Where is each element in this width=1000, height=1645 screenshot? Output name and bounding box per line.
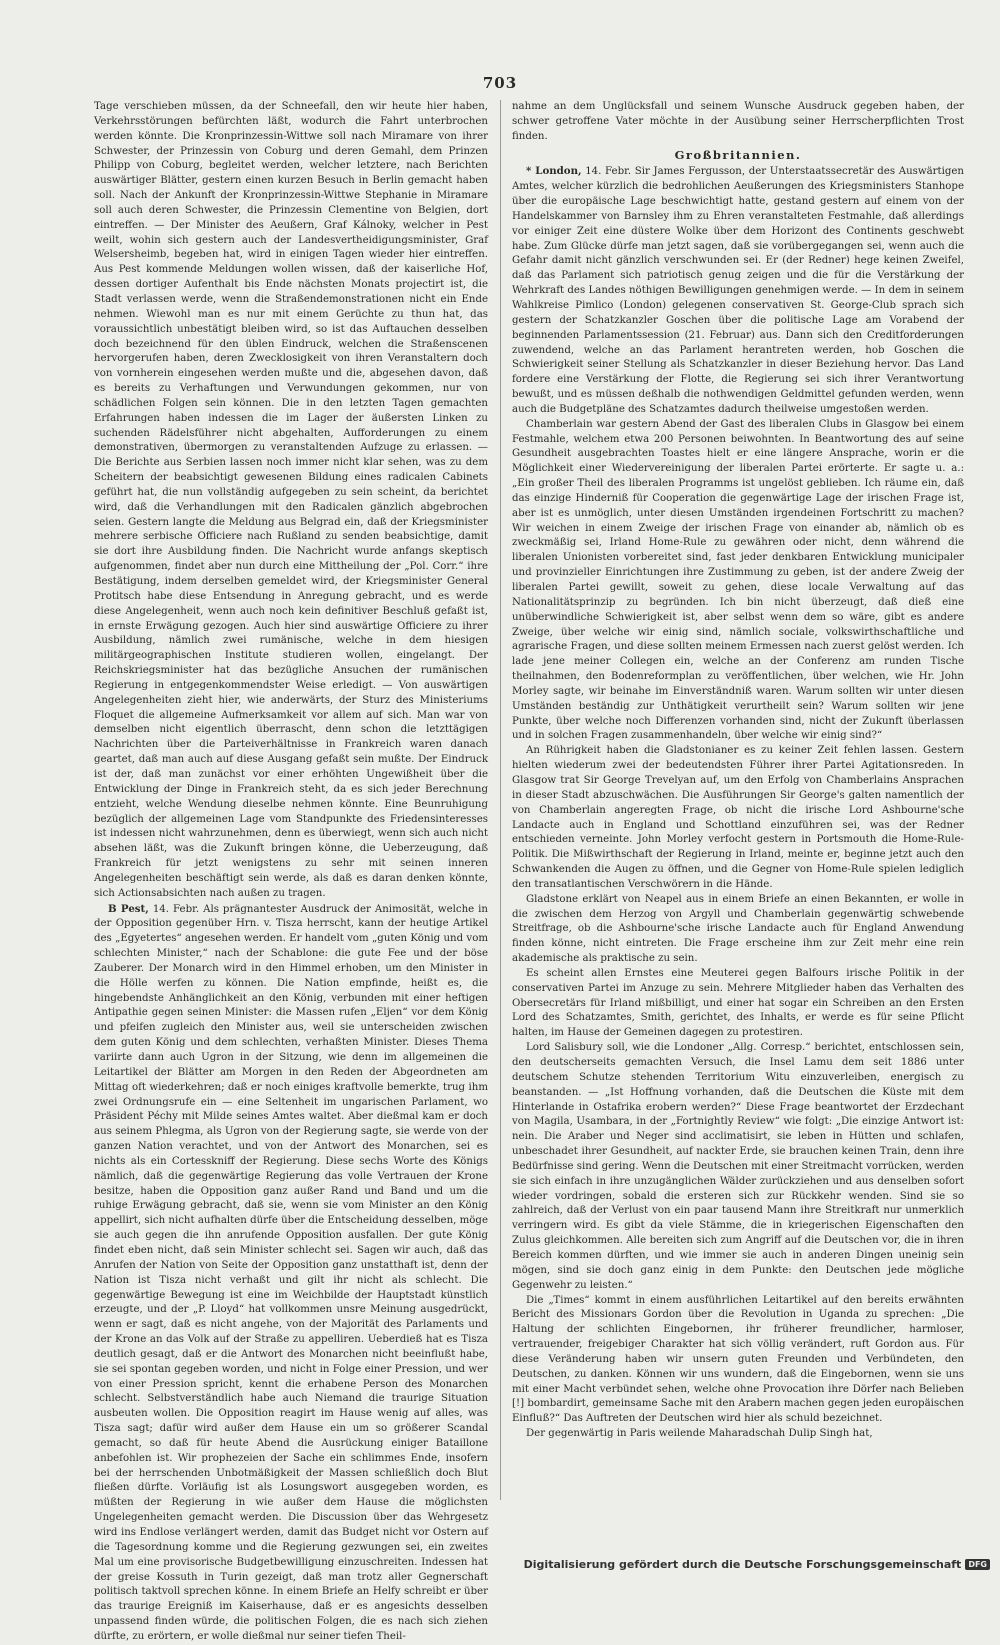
article-paragraph: nahme an dem Unglücksfall und seinem Wunsche Ausdruck gegeben haben, der schwer getroffene Vater möchte in der Ausübung seiner Herrscherpflichten Trost finden. <box>512 101 964 142</box>
column-divider <box>500 100 501 1500</box>
article-paragraph: Gladstone erklärt von Neapel aus in einem Briefe an einen Bekannten, er wolle in die zwischen dem Herzog von Argyll und Chamberlain gegenwärtig schwebende Streitfrage, ob die Ashbourne'sche irische Landacte auch für England Anwendung finden könne, nicht eintreten. Die Frage erscheine ihm zur Zeit mehr eine rein akademische als praktische zu sein. <box>512 893 964 965</box>
right-column <box>512 100 964 1500</box>
article-paragraph: Es scheint allen Ernstes eine Meuterei gegen Balfours irische Politik in der conservativen Partei im Anzuge zu sein. Mehrere Mitglieder haben das Verhalten des Obersecretärs für Irland mißbilligt, und einer hat sogar ein Schreiben an den Ersten Lord des Schatzamtes, Smith, gerichtet, des Inhalts, er werde es für seine Pflicht halten, im Hause der Gemeinen dagegen zu protestiren. <box>512 967 964 1039</box>
article-paragraph: An Rührigkeit haben die Gladstonianer es zu keiner Zeit fehlen lassen. Gestern hielten wiederum zwei der bedeutendsten Führer ihrer Partei Agitationsreden. In Glasgow trat Sir George Trevelyan auf, um den Erfolg von Chamberlains Ansprachen in dieser Stadt abzuschwächen. Die Ausführungen Sir George's galten namentlich der von Chamberlain angeregten Frage, ob nicht die irische Lord Ashbourne'sche Landacte auch in England und Schottland einzuführen sei, was der Redner entschieden verneinte. John Morley verfocht gestern in Portsmouth die Home-Rule-Politik. Die Mißwirthschaft der Regierung in Irland, meinte er, beginne jetzt auch den Schwankenden die Augen zu öffnen, und die Gegner von Home-Rule spielen lediglich den transatlantischen Verschwörern in die Hände. <box>512 745 964 890</box>
article-paragraph: Der gegenwärtig in Paris weilende Maharadschah Dulip Singh hat, <box>526 1428 873 1440</box>
dfg-logo-icon: DFG <box>965 1559 990 1570</box>
article-paragraph: Die „Times“ kommt in einem ausführlichen Leitartikel auf den bereits erwähnten Bericht des Missionars Gordon über die Revolution in Uganda zu sprechen: „Die Haltung der schlichten Eingebornen, ihr früherer freundlicher, harmloser, vertrauender, freigebiger Charakter hat sich völlig verändert, ruft Gordon aus. Für diese Veränderung haben wir unsern guten Freunden und Verbündeten, den Deutschen, zu danken. Können wir uns wundern, daß die Eingebornen, wenn sie uns mit einer Macht verbündet sehen, welche ohne Provocation ihre Dörfer nach Belieben [!] bombardirt, gemeinsame Sache mit den Arabern machen gegen jeden europäischen Einfluß?“ Das Auftreten der Deutschen wird hier als schuld bezeichnet. <box>512 1294 964 1425</box>
dateline: B Pest, <box>108 902 149 915</box>
left-column <box>94 100 488 1642</box>
footer-text: Digitalisierung gefördert durch die Deutsche Forschungsgemeinschaft <box>523 1558 962 1571</box>
article-paragraph: Chamberlain war gestern Abend der Gast des liberalen Clubs in Glasgow bei einem Festmahle, welchem etwa 200 Personen beiwohnten. In Beantwortung des auf seine Gesundheit ausgebrachten Toastes hielt er eine längere Ansprache, worin er die Möglichkeit einer Wiedervereinigung der liberalen Partei erörterte. Er sagte u. a.: „Ein großer Theil des liberalen Programms ist ungelöst geblieben. Ich räume ein, daß das einzige Hinderniß für Cooperation die gegenwärtige Lage der irischen Frage ist, aber ist es unmöglich, unter diesen Umständen irgendeinen Fortschritt zu machen? Wir weichen in einem Zweige der irischen Frage von einander ab, nämlich ob es zweckmäßig sei, Irland Home-Rule zu gewähren oder nicht, denn während die liberalen Unionisten vorbereitet sind, fast jeder denkbaren Entwicklung municipaler und provinzieller Einrichtungen ihre Zustimmung zu geben, ist der andere Zweig der liberalen Partei gewillt, soweit zu gehen, diese locale Verwaltung auf das Nationalitätsprinzip zu begründen. Ich bin nicht überzeugt, daß dieß eine unüberwindliche Schwierigkeit ist, aber selbst wenn dem so wäre, gibt es andere Zweige, über welche wir einig sind, nämlich sociale, volkswirthschaftliche und agrarische Fragen, und diese sollten meinem Ermessen nach zuerst gelöst werden. Ich lade jene meiner Collegen ein, welche an der Conferenz am runden Tische theilnahmen, den Bodenreformplan zu veröffentlichen, über welchen, wie Hr. John Morley sagte, wir beinahe im Einverständniß waren. Warum sollten wir unter diesen Umständen beständig zur Unthätigkeit verurtheilt sein? Warum sollten wir jene Punkte, über welche noch Differenzen vorhanden sind, nicht der Zukunft überlassen und in solchen Fragen zusammenhandeln, über welche wir einig sind?“ <box>512 418 964 742</box>
article-text: 14. Febr. Sir James Fergusson, der Unterstaatssecretär des Auswärtigen Amtes, welcher kürzlich die bedrohlichen Aeußerungen des Kriegsministers Stanhope über die europäische Lage beschwichtigt hatte, gestand gestern auf einem von der Handelskammer von Barnsley ihm zu Ehren veranstalteten Festmahle, daß allerdings vor einiger Zeit eine düstere Wolke über dem Horizont des Continents geschwebt habe. Zum Glücke dürfe man jetzt sagen, daß sie vorübergegangen sei, wenn auch die Gefahr damit nicht gänzlich verschwunden sei. Er (der Redner) hege keinen Zweifel, daß das Parlament sich patriotisch genug zeigen und die für die Verstärkung der Wehrkraft des Landes nöthigen Bewilligungen genehmigen werde. — In dem in seinem Wahlkreise Pimlico (London) gelegenen conservativen St. George-Club sprach sich gestern der Schatzkanzler Goschen über die politische Lage am Vorabend der beginnenden Parlamentssession (21. Februar) aus. Dann sich den Creditforderungen zuwendend, welche an das Parlament herantreten werden, hob Goschen die Schwierigkeit seiner Stellung als Schatzkanzler in dieser Beziehung hervor. Das Land fordere eine Verstärkung der Flotte, die Regierung sei sich ihrer Verantwortung bewußt, und es müssen deßhalb die nothwendigen Geldmittel gefunden werden, wenn auch die Budgetpläne des Schatzamtes dadurch theilweise umgestoßen werden. <box>512 166 964 415</box>
article-paragraph: Tage verschieben müssen, da der Schneefall, den wir heute hier haben, Verkehrsstörungen befürchten läßt, wodurch die Fahrt unterbrochen werden könnte. Die Kronprinzessin-Wittwe soll nach Miramare von ihrer Schwester, der Prinzessin von Coburg und deren Gemahl, dem Prinzen Philipp von Coburg, begleitet werden, welcher letztere, nach Berichten auswärtiger Blätter, gestern einen kurzen Besuch in Berlin gemacht haben soll. Nach der Ankunft der Kronprinzessin-Wittwe Stephanie in Miramare soll auch deren Schwester, die Prinzessin Clementine von Belgien, dort eintreffen. — Der Minister des Aeußern, Graf Kálnoky, welcher in Pest weilt, wohin sich gestern auch der Landesvertheidigungsminister, Graf Welsersheimb, begeben hat, wird in einigen Tagen wieder hier eintreffen. Aus Pest kommende Meldungen wollen wissen, daß der kaiserliche Hof, dessen dortiger Aufenthalt bis Ende nächsten Monats projectirt ist, die Stadt verlassen werde, wenn die Straßendemonstrationen nicht ein Ende nehmen. Wiewohl man es nur mit einem Gerüchte zu thun hat, das voraussichtlich unbestätigt bleiben wird, so ist das Auftauchen desselben doch bezeichnend für den üblen Eindruck, welchen die Straßenscenen hervorgerufen haben, deren Zwecklosigkeit von ihren Veranstaltern doch von vornherein eingesehen werden mußte und die, abgesehen davon, daß es bereits zu Verhaftungen und Verwundungen gekommen, nur von schädlichen Folgen sein können. Die in den letzten Tagen gemachten Erfahrungen haben indessen die im Lager der äußersten Linken zu suchenden Rädelsführer nicht abgehalten, Aufforderungen zu einem demonstrativen, übermorgen zu veranstaltenden Aufzuge zu erlassen. — Die Berichte aus Serbien lassen noch immer nicht klar sehen, was zu dem Scheitern der beabsichtigt gewesenen Bildung eines radicalen Cabinets geführt hat, die nun vollständig aufgegeben zu sein scheint, da berichtet wird, daß die Verhandlungen mit den Radicalen gänzlich abgebrochen seien. Gestern langte die Meldung aus Belgrad ein, daß der Kriegsminister mehrere serbische Officiere nach Rußland zu senden beabsichtige, damit sie dort ihre Ausbildung finden. Die Nachricht wurde anfangs skeptisch aufgenommen, findet aber nun durch eine Mittheilung der „Pol. Corr.“ ihre Bestätigung, indem derselben gemeldet wird, der Kriegsminister General Protitsch habe diese Entsendung in Anregung gebracht, und es werde diese Angelegenheit, wenn auch noch kein definitiver Beschluß gefaßt ist, in ernste Erwägung gezogen. Auch hier sind auswärtige Officiere zu ihrer Ausbildung, nämlich zwei rumänische, welche in dem hiesigen militärgeographischen Institute studieren wollen, eingelangt. Der Reichskriegsminister hat das bezügliche Ansuchen der rumänischen Regierung in entgegenkommendster Weise erledigt. — Von auswärtigen Angelegenheiten zieht hier, wie anderwärts, der Sturz des Ministeriums Floquet die allgemeine Aufmerksamkeit vor allem auf sich. Man war von demselben nicht eigentlich überrascht, denn schon die letzttägigen Nachrichten über die Parteiverhältnisse in Frankreich waren danach geartet, daß man auch auf diese Ausgang gefaßt sein mußte. Der Eindruck ist der, daß man zunächst vor einer erhöhten Ungewißheit über die Entwicklung der Dinge in Frankreich steht, da es sich jeder Berechnung entzieht, welche Wendung dieselbe nehmen könnte. Eine Beunruhigung bezüglich der allgemeinen Lage vom Standpunkte des Friedensinteresses ist indessen nicht wahrzunehmen, denn es überwiegt, wenn sich auch nicht absehen läßt, was die Zukunft bringen könne, die Ueberzeugung, daß Frankreich für jetzt wenigstens zu sehr mit seinen inneren Angelegenheiten beschäftigt sein werde, als daß es daran denken könnte, sich Actionsabsichten nach außen zu tragen. <box>94 101 488 899</box>
footer <box>524 1558 990 1571</box>
article-text: 14. Febr. Als prägnantester Ausdruck der Animosität, welche in der Opposition gegenüber Hrn. v. Tisza herrscht, kann der heutige Artikel des „Egyetertes“ angesehen werden. Er handelt vom „guten König und vom schlechten Minister,“ nach der Schablone: die gute Fee und der böse Zauberer. Der Monarch wird in den Himmel erhoben, um den Minister in die Hölle werfen zu können. Die Nation empfinde, heißt es, die hingebendste Anhänglichkeit an den König, verbunden mit einer heftigen Antipathie gegen seinen Minister: die Massen rufen „Eljen“ vor dem König und pfeifen zugleich den Minister aus, weil sie unterscheiden zwischen dem guten König und dem schlechten, verhaßten Minister. Dieses Thema variirte dann auch Ugron in der Sitzung, wie denn im allgemeinen die Leitartikel der Blätter am Morgen in den Reden der Abgeordneten am Mittag oft wiederkehren; daß er noch einiges kraftvolle bemerkte, trug ihm zwei Ordnungsrufe ein — eine Seltenheit im ungarischen Parlament, wo Präsident Péchy mit Milde seines Amtes waltet. Aber dießmal kam er doch aus seinem Phlegma, als Ugron von der Regierung sagte, sie werde von der ganzen Nation verachtet, und von der Antwort des Monarchen, sei es nichts als ein Cortesskniff der Regierung. Diese sechs Worte des Königs nämlich, daß die gegenwärtige Regierung das volle Vertrauen der Krone besitze, haben die Opposition ganz außer Rand und Band und um die ruhige Erwägung gebracht, daß sie, wenn sie vom Minister an den König appellirt, sich nicht aufhalten dürfe über die Entscheidung desselben, möge sie auch gegen die ihn anrufende Opposition ausfallen. Der gute König findet eben nicht, daß sein Minister schlecht sei. Sagen wir auch, daß das Anrufen der Nation von Seite der Opposition ganz unstatthaft ist, denn der Nation ist Tisza nicht verhaßt und gilt ihr nicht als schlecht. Die gegenwärtige Bewegung ist eine im Weichbilde der Hauptstadt künstlich erzeugte, und der „P. Lloyd“ hat vollkommen unsre Meinung ausgedrückt, wenn er sagt, daß es nicht angehe, von der Majorität des Parlaments und der Krone an das Volk auf der Straße zu appelliren. Ueberdieß hat es Tisza deutlich gesagt, daß er die Antwort des Monarchen nicht beeinflußt habe, sie sei spontan gegeben worden, und nicht in Folge einer Pression, und wer von einer Pression spricht, kennt die erhabene Person des Monarchen schlecht. Selbstverständlich habe auch Niemand die traurige Situation ausbeuten wollen. Die Opposition reagirt im Hause wenig auf alles, was Tisza sagt; dafür wird außer dem Hause ein um so größerer Scandal gemacht, so daß für heute Abend die Ausrückung einiger Bataillone anbefohlen ist. Wir prophezeien der Sache ein schlimmes Ende, insofern bei der herrschenden Unbotmäßigkeit der Massen schließlich doch Blut fließen dürfte. Vorläufig ist als Losungswort ausgegeben worden, es müßten der Regierung in wie außer dem Hause die möglichsten Ungelegenheiten gemacht werden. Die Discussion über das Wehrgesetz wird ins Endlose verlängert werden, damit das Budget nicht vor Ostern auf die Tagesordnung komme und die Regierung gezwungen sei, ein zweites Mal um eine provisorische Budgetbewilligung einzuschreiten. Indessen hat der greise Kossuth in Turin gezeigt, daß man trotz aller Gegnerschaft politisch taktvoll sprechen könne. In einem Briefe an Helfy schreibt er über das traurige Ereigniß im Kaiserhause, daß er es angesichts desselben unpassend finden würde, die politischen Folgen, die es nach sich ziehen dürfte, zu erörtern, er wolle dießmal nur seiner tiefen Theil- <box>94 903 488 1642</box>
page-number: 703 <box>482 74 518 92</box>
article-paragraph: Lord Salisbury soll, wie die Londoner „Allg. Corresp.“ berichtet, entschlossen sein, den deutscherseits gemachten Versuch, die Insel Lamu dem seit 1886 unter deutschem Schutze stehenden Territorium Witu einzuverleiben, energisch zu beanstanden. — „Ist Hoffnung vorhanden, daß die Deutschen die Küste mit dem Hinterlande in Ostafrika erobern werden?“ Diese Frage beantwortet der Erzdechant von Magila, Usambara, in der „Fortnightly Review“ wie folgt: „Die einzige Antwort ist: nein. Die Araber und Neger sind acclimatisirt, sie leben in Hütten und schlafen, unbeschadet ihrer Gesundheit, auf nackter Erde, sie brauchen keinen Train, denn ihre Bedürfnisse sind gering. Wenn die Deutschen mit einer Streitmacht vorrücken, werden sie sich einfach in ihre unzugänglichen Wälder zurückziehen und aus denselben sofort wieder vordringen, sobald die ersteren sich zur Rückkehr wenden. Sind sie so zahlreich, daß der Verlust von ein paar tausend Mann ihre Streitkraft nur unmerklich verringern wird. Es gibt da viele Stämme, die in kriegerischen Eigenschaften den Zulus gleichkommen. Alle bereiten sich zum Angriff auf die Deutschen vor, die in ihren Bereich kommen dürften, und wie immer sie auch in anderen Dingen uneinig sein mögen, sind sie doch ganz einig in dem Punkte: den Deutschen jede mögliche Gegenwehr zu leisten.“ <box>512 1042 964 1291</box>
article-paragraph <box>94 902 488 1645</box>
section-heading: Großbritannien. <box>674 147 802 162</box>
dateline: * London, <box>526 165 582 178</box>
article-paragraph <box>512 164 964 417</box>
